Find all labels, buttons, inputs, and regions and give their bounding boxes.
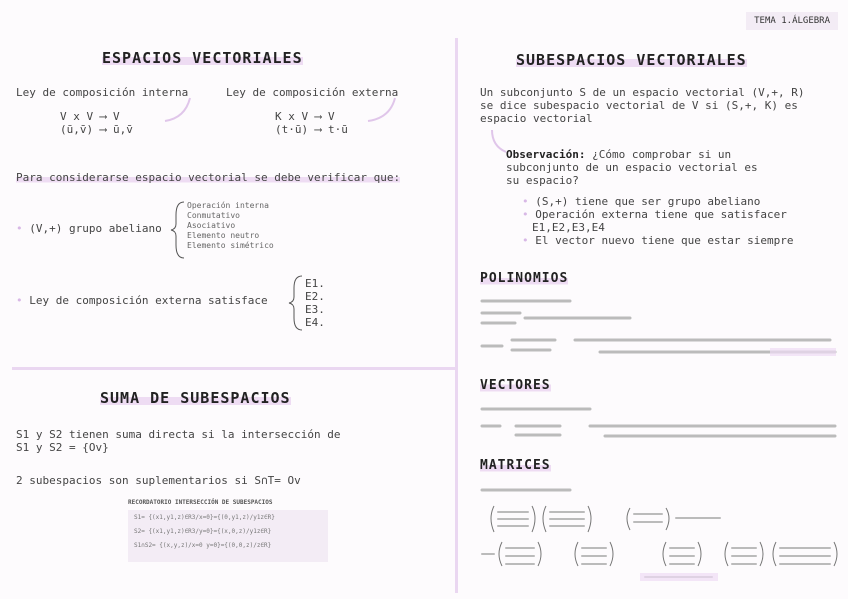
ley-item-label: E1. — [305, 277, 325, 290]
brace-ley — [288, 274, 304, 332]
vectores-scribble — [480, 404, 840, 444]
observacion — [506, 148, 758, 187]
obs-text: subconjunto de un espacio vectorial es — [506, 161, 758, 174]
ley-item-label: E2. — [305, 290, 325, 303]
grupo-item — [187, 211, 274, 221]
grupo-item-label: Operación interna — [187, 201, 269, 210]
sub-bullet-cont: E1,E2,E3,E4 — [532, 221, 605, 234]
matrices-scribble — [480, 484, 840, 584]
ley-item-label: E3. — [305, 303, 325, 316]
interna-label: Ley de composición interna — [16, 86, 189, 99]
interna-line1: V x V ⟶ V — [60, 110, 120, 123]
sub-bullets — [522, 195, 794, 247]
section-title-vectores: VECTORES — [480, 378, 551, 393]
suma-p1b: S1 y S2 = {Ov} — [16, 441, 109, 454]
sub-bullet: • Operación externa tiene que satisfacer — [522, 208, 794, 221]
ley-item — [305, 316, 325, 329]
topic-tag: TEMA 1.ÁLGEBRA — [746, 12, 838, 30]
ley-item-list — [305, 277, 325, 329]
sub-definition — [480, 86, 805, 125]
recordatorio-box — [128, 510, 328, 562]
ley-item-label: E4. — [305, 316, 325, 329]
suma-p2: 2 subespacios son suplementarios si S∩T= Ov — [16, 474, 301, 487]
ley-externa-label: • Ley de composición externa satisface — [16, 294, 268, 307]
section-title-espacios: ESPACIOS VECTORIALES — [102, 49, 303, 67]
sub-def-line: Un subconjunto S de un espacio vectorial (V,+, R) — [480, 86, 805, 99]
obs-text: ¿Cómo comprobar si un — [585, 148, 732, 161]
grupo-item-label: Asociativo — [187, 221, 236, 230]
interna-line2: (ū,v̄) ⟶ ū,v̄ — [60, 123, 133, 136]
externa-line2: (t·ū) ⟶ t·ū — [275, 123, 348, 136]
ley-item — [305, 303, 325, 316]
sub-bullet: • (S,+) tiene que ser grupo abeliano — [522, 195, 794, 208]
recordatorio-line: S1= {(x1,y1,z)∈R3/x=0}={(0,y1,z)/y1z∈R} — [134, 514, 275, 521]
grupo-item-label: Elemento simétrico — [187, 241, 274, 250]
grupo-item — [187, 221, 274, 231]
grupo-item-label: Conmutativo — [187, 211, 240, 220]
obs-text: su espacio? — [506, 174, 579, 187]
recordatorio-line: S2= {(x1,y1,z)∈R3/y=0}={(x,0,z)/y1z∈R} — [134, 528, 272, 535]
grupo-item — [187, 231, 274, 241]
sub-def-line: espacio vectorial — [480, 112, 593, 125]
sub-def-line: se dice subespacio vectorial de V si (S,+, K) es — [480, 99, 798, 112]
recordatorio-line: S1∩S2= {(x,y,z)/x=0 y=0}={(0,0,z)/z∈R} — [134, 542, 272, 549]
section-title-subespacios: SUBESPACIOS VECTORIALES — [516, 51, 747, 69]
suma-p1a: S1 y S2 tienen suma directa si la intersección de — [16, 428, 341, 441]
grupo-item — [187, 201, 274, 211]
externa-line1: K x V ⟶ V — [275, 110, 335, 123]
obs-connector — [488, 128, 508, 158]
verificar-heading: Para considerarse espacio vectorial se debe verificar que: — [16, 171, 401, 184]
grupo-item-list — [187, 201, 274, 251]
sub-bullet: • El vector nuevo tiene que estar siempre — [522, 234, 794, 247]
section-title-suma: SUMA DE SUBESPACIOS — [100, 389, 291, 407]
section-title-polinomios: POLINOMIOS — [480, 271, 569, 286]
grupo-abeliano-label: • (V,+) grupo abeliano — [16, 222, 162, 235]
ley-item — [305, 290, 325, 303]
connector-curves — [0, 0, 456, 140]
horizontal-divider — [12, 367, 455, 370]
externa-label: Ley de composición externa — [226, 86, 399, 99]
recordatorio-title: RECORDATORIO INTERSECCIÓN DE SUBESPACIOS — [128, 499, 273, 506]
grupo-item-label: Elemento neutro — [187, 231, 260, 240]
section-title-matrices: MATRICES — [480, 458, 551, 473]
grupo-item — [187, 241, 274, 251]
polinomios-scribble — [480, 296, 840, 360]
brace-grupo — [170, 200, 186, 260]
ley-item — [305, 277, 325, 290]
obs-label: Observación: — [506, 148, 586, 161]
